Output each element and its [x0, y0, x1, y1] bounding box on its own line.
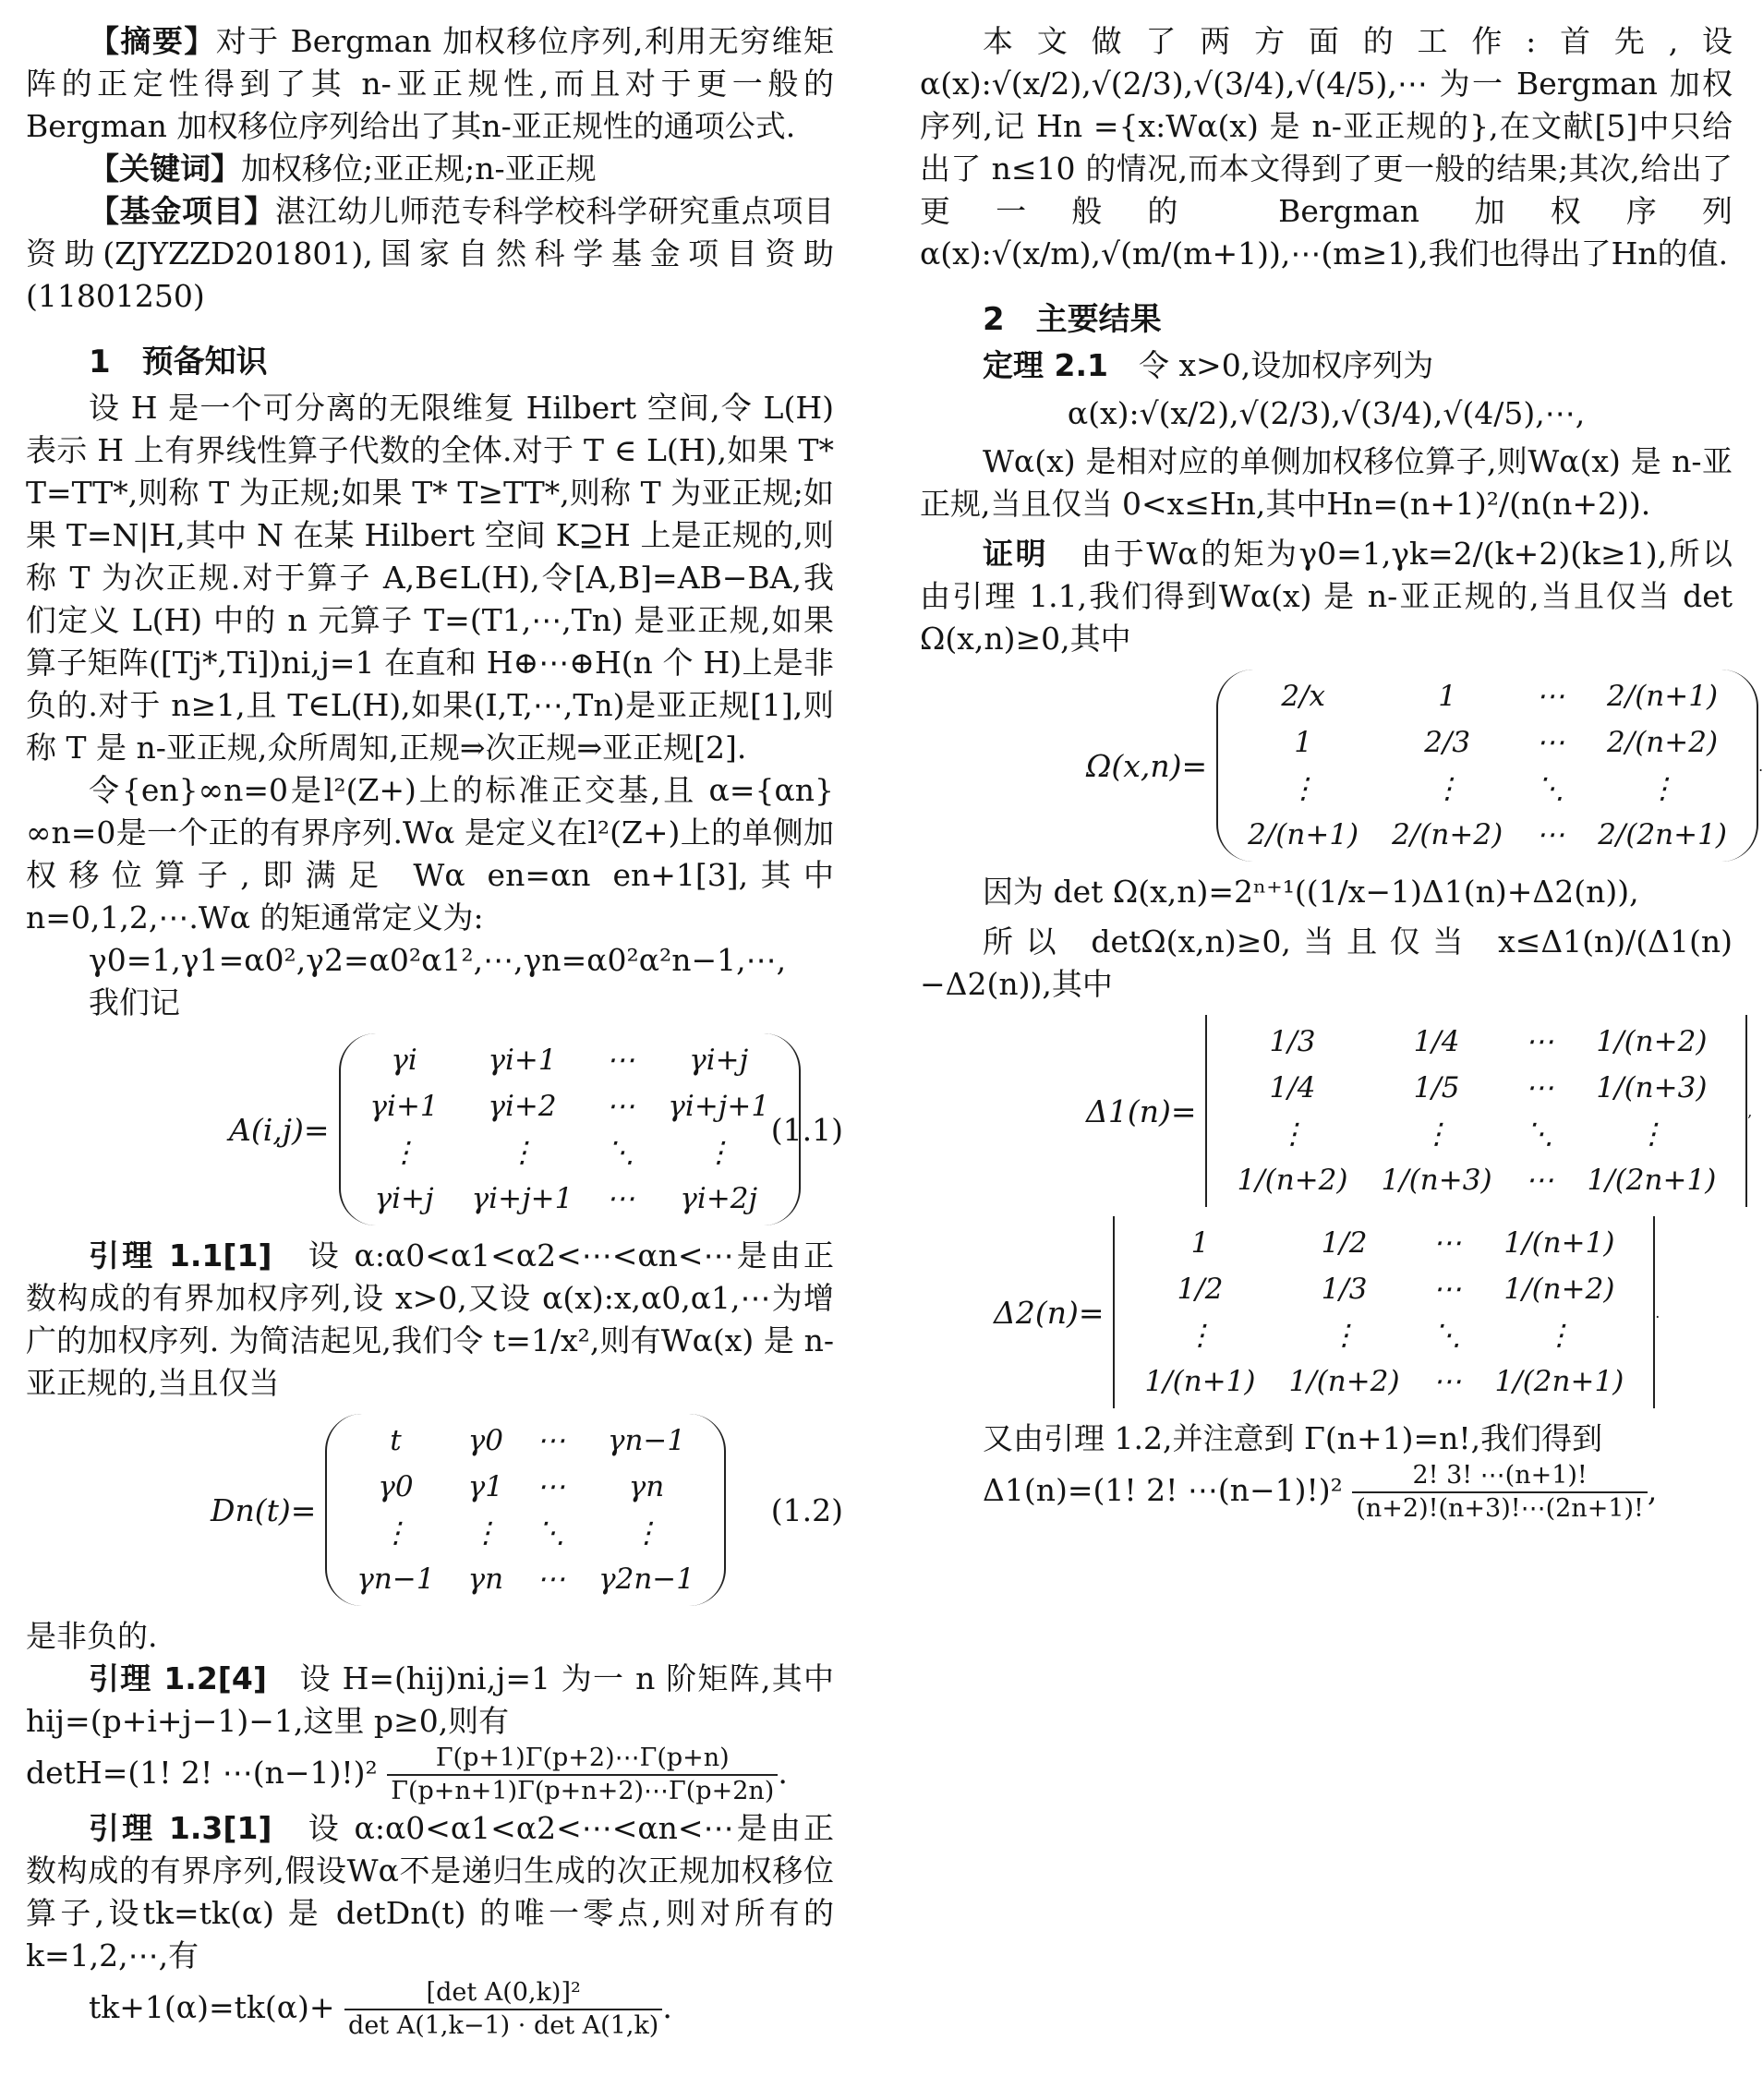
- delta2-cell: 1/(2n+1): [1494, 1365, 1624, 1398]
- delta1-row: [1220, 1065, 1733, 1111]
- eq12-row: [340, 1510, 711, 1556]
- delta1-cell: 1/4: [1413, 1025, 1460, 1058]
- delta2-cell: 1/(n+2): [1288, 1365, 1400, 1398]
- delta2-table: [1128, 1220, 1640, 1405]
- omega-cell: 2/(n+2): [1392, 818, 1503, 851]
- omega-cell: ⋯: [1536, 818, 1565, 851]
- delta2-determinant: [1113, 1216, 1655, 1408]
- eq11-cell: ⋯: [606, 1044, 635, 1077]
- eq11-cell: ⋮: [390, 1136, 419, 1169]
- omega-cell: 2/(n+2): [1607, 726, 1719, 759]
- delta1-cell: 1/3: [1269, 1025, 1316, 1058]
- eq12-cell: t: [390, 1424, 402, 1457]
- equation-1-1: [229, 1033, 843, 1225]
- lemma13-formula-left: tk+1(α)=tk(α)+: [89, 1989, 335, 2025]
- delta2-cell: ⋯: [1432, 1226, 1462, 1260]
- eq12-cell: γn: [628, 1470, 665, 1503]
- eq12-cell: γ2n−1: [598, 1563, 694, 1596]
- eq11-table: [354, 1037, 787, 1222]
- final-formula: Δ1(n)=(1! 2! ⋯(n−1)!)² $\frac{2! 3! \cdots(n+1)!}{(n+2)!(n+3)!\cdots(2n+1)!}$ ,: [983, 1461, 1658, 1523]
- eq12-matrix: [325, 1414, 726, 1606]
- omega-label: Ω(x,n)=: [1086, 747, 1208, 784]
- eq11-cell: ⋯: [606, 1182, 635, 1215]
- delta1-table: [1220, 1019, 1733, 1203]
- eq12-cell: γn−1: [356, 1563, 435, 1596]
- delta2-cell: 1/3: [1321, 1273, 1368, 1306]
- delta2-cell: ⋮: [1544, 1319, 1574, 1352]
- eq11-cell: γi+j+1: [668, 1090, 770, 1123]
- omega-matrix: [1216, 670, 1758, 862]
- delta1-row: [1220, 1157, 1733, 1203]
- lemma12-formula: detH=(1! 2! ⋯(n−1)!)² $\frac{\Gamma(p+1)\Gamma(p+2)\cdots\Gamma(p+n)}{\Gamma(p+n+1)\Gamma(p+n+2)\cdots\Gamma(p+2n)}$ .: [26, 1744, 788, 1805]
- delta2-cell: 1/(n+1): [1144, 1365, 1256, 1398]
- delta2-cell: ⋱: [1432, 1319, 1462, 1352]
- because-line: 因为 det Ω(x,n)=2ⁿ⁺¹((1/x−1)Δ1(n)+Δ2(n)),: [983, 874, 1639, 910]
- so-line: 所以 detΩ(x,n)≥0,当且仅当 x≤Δ1(n)/(Δ1(n)−Δ2(n)),其中: [920, 923, 1733, 1002]
- lemma13-title: 引理 1.3[1]: [89, 1810, 272, 1846]
- eq12-cell: γn−1: [607, 1424, 686, 1457]
- omega-matrix-equation: Ω(x,n)= 2/x 1 ⋯ 2/(n+1) 1 2/3 ⋯ 2/(n+2) ⋮ ⋮ ⋱ ⋮ 2/(n+1) 2/(n+2) ⋯ 2/(2n+1) .: [1086, 670, 1733, 862]
- eq12-cell: ⋮: [471, 1516, 501, 1550]
- thm21-title: 定理 2.1: [983, 347, 1108, 383]
- proof-title: 证明: [983, 536, 1048, 572]
- delta2-row: [1128, 1266, 1640, 1312]
- delta1-cell: ⋱: [1525, 1117, 1554, 1151]
- right-column: [920, 20, 1763, 1525]
- eq12-cell: γ1: [467, 1470, 503, 1503]
- lemma12-fraction: [387, 1743, 778, 1807]
- eq11-cell: ⋮: [704, 1136, 733, 1169]
- eq12-label: Dn(t)=: [211, 1491, 317, 1528]
- omega-cell: ⋯: [1536, 726, 1565, 759]
- thm21-text: 令 x>0,设加权序列为: [1138, 347, 1434, 383]
- delta1-cell: 1/(2n+1): [1587, 1164, 1717, 1197]
- abstract: [26, 20, 834, 148]
- left-column: [26, 20, 843, 2042]
- final-num: 2! 3! ⋯(n+1)!: [1352, 1460, 1648, 1493]
- eq12-table: [340, 1418, 711, 1602]
- lemma-1-2: [26, 1658, 834, 1743]
- eq11-cell: ⋮: [508, 1136, 537, 1169]
- delta2-label: Δ2(n)=: [994, 1294, 1105, 1331]
- eq11-tag: (1.1): [770, 1111, 843, 1148]
- eq11-cell: γi+j+1: [471, 1182, 574, 1215]
- delta1-cell: 1/(n+2): [1596, 1025, 1708, 1058]
- theorem-2-1: [920, 344, 1733, 387]
- lemma12-text: 设 H=(hij)ni,j=1 为一 n 阶矩阵,其中hij=(p+i+j−1)−1,这里 p≥0,则有: [26, 1660, 835, 1739]
- lemma12-den: Γ(p+n+1)Γ(p+n+2)⋯Γ(p+2n): [391, 1777, 775, 1805]
- lemma13-num: [det A(0,k)]²: [344, 1977, 662, 2010]
- nonnegative-text: 是非负的.: [26, 1618, 158, 1654]
- eq11-row: [354, 1037, 787, 1083]
- lemma12-title: 引理 1.2[4]: [89, 1660, 267, 1696]
- omega-table: [1231, 673, 1744, 858]
- delta1-cell: ⋮: [1278, 1117, 1307, 1151]
- eq12-row: [340, 1418, 711, 1464]
- delta2-cell: 1: [1190, 1226, 1210, 1260]
- omega-cell: 2/(2n+1): [1598, 818, 1727, 851]
- omega-cell: ⋮: [1648, 772, 1677, 805]
- eq12-tag: (1.2): [770, 1491, 843, 1528]
- delta1-cell: ⋯: [1525, 1071, 1554, 1104]
- omega-cell: 2/3: [1424, 726, 1471, 759]
- keywords-text: 加权移位;亚正规;n-亚正规: [241, 151, 597, 187]
- omega-cell: 2/(n+1): [1607, 680, 1719, 713]
- final-left: Δ1(n)=(1! 2! ⋯(n−1)!)²: [983, 1472, 1343, 1508]
- delta2-row: [1128, 1358, 1640, 1405]
- omega-row: [1231, 673, 1744, 719]
- delta1-cell: 1/5: [1413, 1071, 1460, 1104]
- delta1-label: Δ1(n)=: [1086, 1092, 1197, 1129]
- eq11-cell: γi+2: [488, 1090, 557, 1123]
- lemma13-text: 设 α:α0<α1<α2<⋯<αn<⋯是由正数构成的有界序列,假设Wα不是递归生成的次正规加权移位算子,设tk=tk(α) 是 detDn(t) 的唯一零点,则对所有的 k=1,2,⋯,有: [26, 1810, 835, 1973]
- fund-text: 湛江幼儿师范专科学校科学研究重点项目资助(ZJYZZD201801),国家自然科学基金项目资助(11801250): [26, 193, 835, 314]
- delta1-cell: ⋯: [1525, 1164, 1554, 1197]
- final-den: (n+2)!(n+3)!⋯(2n+1)!: [1356, 1494, 1644, 1523]
- eq11-cell: γi+1: [488, 1044, 557, 1077]
- eq12-cell: ⋱: [537, 1516, 566, 1550]
- eq11-cell: γi+1: [369, 1090, 439, 1123]
- delta2-cell: ⋯: [1432, 1273, 1462, 1306]
- delta1-cell: 1/4: [1269, 1071, 1316, 1104]
- delta1-cell: 1/(n+3): [1381, 1164, 1492, 1197]
- thm21-text-2: Wα(x) 是相对应的单侧加权移位算子,则Wα(x) 是 n-亚正规,当且仅当 0<x≤Hn,其中Hn=(n+1)²/(n(n+2)).: [920, 443, 1733, 522]
- delta1-determinant: [1205, 1015, 1747, 1207]
- eq12-cell: γ0: [378, 1470, 414, 1503]
- delta2-cell: 1/(n+1): [1503, 1226, 1615, 1260]
- omega-cell: ⋱: [1536, 772, 1565, 805]
- delta2-row: [1128, 1312, 1640, 1358]
- keywords: [26, 148, 834, 190]
- delta1-cell: ⋯: [1525, 1025, 1554, 1058]
- eq11-label: A(i,j)=: [229, 1111, 330, 1148]
- lemma13-den: det A(1,k−1) · det A(1,k): [348, 2011, 659, 2040]
- eq11-cell: γi+j: [689, 1044, 749, 1077]
- delta2-equation: Δ2(n)= 1 1/2 ⋯ 1/(n+1) 1/2 1/3 ⋯ 1/(n+2) ⋮ ⋮ ⋱ ⋮ 1/(n+1) 1/(n+2) ⋯ 1/(2n+1) .: [994, 1216, 1733, 1408]
- lemma11-title: 引理 1.1[1]: [89, 1237, 272, 1273]
- delta1-row: [1220, 1111, 1733, 1157]
- fund-label: 【基金项目】: [89, 193, 275, 229]
- section-1-title: 1 预备知识: [89, 344, 268, 380]
- abstract-text: 对于 Bergman 加权移位序列,利用无穷维矩阵的正定性得到了其 n-亚正规性,而且对于更一般的 Bergman 加权移位序列给出了其n-亚正规性的通项公式.: [26, 23, 835, 144]
- eq11-row: [354, 1176, 787, 1222]
- delta2-cell: ⋮: [1186, 1319, 1214, 1352]
- omega-cell: ⋮: [1432, 772, 1462, 805]
- delta2-cell: 1/2: [1177, 1273, 1224, 1306]
- eq12-cell: ⋮: [632, 1516, 661, 1550]
- delta2-cell: 1/(n+2): [1503, 1273, 1615, 1306]
- delta1-cell: 1/(n+3): [1596, 1071, 1708, 1104]
- section-1-paragraph-2: 令{en}∞n=0是l²(Z+)上的标准正交基,且 α={αn}∞n=0是一个正的有界序列.Wα 是定义在l²(Z+)上的单侧加权移位算子,即满足 Wα en=αn en+1[3],其中 n=0,1,2,⋯.Wα 的矩通常定义为:: [26, 772, 834, 935]
- abstract-label: 【摘要】: [89, 23, 216, 59]
- eq11-cell: ⋱: [606, 1136, 635, 1169]
- lemma12-num: Γ(p+1)Γ(p+2)⋯Γ(p+n): [387, 1743, 778, 1776]
- delta2-cell: 1/2: [1321, 1226, 1368, 1260]
- eq12-cell: ⋯: [537, 1470, 566, 1503]
- again-line: 又由引理 1.2,并注意到 Γ(n+1)=n!,我们得到: [983, 1420, 1603, 1456]
- omega-cell: 1: [1294, 726, 1312, 759]
- lemma13-fraction: [344, 1977, 662, 2042]
- omega-cell: 2/(n+1): [1248, 818, 1359, 851]
- eq11-row: [354, 1129, 787, 1176]
- eq11-cell: γi: [391, 1044, 417, 1077]
- delta2-cell: ⋯: [1432, 1365, 1462, 1398]
- omega-cell: 2/x: [1281, 680, 1325, 713]
- omega-row: [1231, 766, 1744, 812]
- eq11-cell: γi+j: [374, 1182, 434, 1215]
- lemma12-formula-left: detH=(1! 2! ⋯(n−1)!)²: [26, 1755, 378, 1791]
- omega-cell: 1: [1438, 680, 1457, 713]
- delta1-row: [1220, 1019, 1733, 1065]
- eq11-cell: ⋯: [606, 1090, 635, 1123]
- eq11-row: [354, 1083, 787, 1129]
- delta1-cell: ⋮: [1636, 1117, 1666, 1151]
- final-fraction: [1352, 1460, 1648, 1525]
- proof-text: 由于Wα的矩为γ0=1,γk=2/(k+2)(k≥1),所以由引理 1.1,我们得到Wα(x) 是 n-亚正规的,当且仅当 det Ω(x,n)≥0,其中: [920, 536, 1733, 657]
- section-2-title: 2 主要结果: [983, 301, 1162, 338]
- proof: [920, 533, 1733, 660]
- delta1-equation: Δ1(n)= 1/3 1/4 ⋯ 1/(n+2) 1/4 1/5 ⋯ 1/(n+3) ⋮ ⋮ ⋱ ⋮ 1/(n+2) 1/(n+3) ⋯ 1/(2n+1) ,: [1086, 1015, 1733, 1207]
- lemma-1-3: [26, 1807, 834, 1977]
- eq11-matrix: [339, 1033, 802, 1225]
- delta2-cell: ⋮: [1330, 1319, 1359, 1352]
- omega-row: [1231, 812, 1744, 858]
- equation-1-2: [211, 1414, 843, 1606]
- eq12-cell: γ0: [467, 1424, 503, 1457]
- eq11-cell: γi+2j: [680, 1182, 758, 1215]
- omega-cell: ⋯: [1536, 680, 1565, 713]
- keywords-label: 【关键词】: [89, 151, 241, 187]
- delta1-cell: 1/(n+2): [1237, 1164, 1348, 1197]
- eq12-row: [340, 1556, 711, 1602]
- omega-cell: ⋮: [1288, 772, 1318, 805]
- eq12-row: [340, 1464, 711, 1510]
- section-1-paragraph-1: 设 H 是一个可分离的无限维复 Hilbert 空间,令 L(H) 表示 H 上有界线性算子代数的全体.对于 T ∈ L(H),如果 T* T=TT*,则称 T 为正规;如果 T* T≥TT*,则称 T 为亚正规;如果 T=N|H,其中 N 在某 Hilbert 空间 K⊇H 上是正规的,则称 T 为次正规.对于算子 A,B∈L(H),令[A,B]=AB−BA,我们定义 L(H) 中的 n 元算子 T=(T1,⋯,Tn) 是亚正规,如果算子矩阵([Tj*,Ti])ni,j=1 在直和 H⊕⋯⊕H(n 个 H)上是非负的.对于 n≥1,且 T∈L(H),如果(I,T,⋯,Tn)是亚正规[1],则称 T 是 n-亚正规,众所周知,正规⇒次正规⇒亚正规[2].: [26, 390, 834, 766]
- delta2-row: [1128, 1220, 1640, 1266]
- omega-row: [1231, 719, 1744, 766]
- thm21-sequence: α(x):√(x/2),√(2/3),√(3/4),√(4/5),⋯,: [1067, 395, 1586, 431]
- lemma-1-1: [26, 1235, 834, 1405]
- delta1-cell: ⋮: [1422, 1117, 1452, 1151]
- eq12-cell: ⋮: [380, 1516, 410, 1550]
- moments-formula: γ0=1,γ1=α0²,γ2=α0²α1²,⋯,γn=α0²α²n−1,⋯,: [89, 942, 787, 978]
- lemma11-text: 设 α:α0<α1<α2<⋯<αn<⋯是由正数构成的有界加权序列,设 x>0,又设 α(x):x,α0,α1,⋯为增广的加权序列. 为简洁起见,我们令 t=1/x²,则有Wα(x) 是 n-亚正规的,当且仅当: [26, 1237, 835, 1401]
- fund: [26, 190, 834, 318]
- lemma13-formula: tk+1(α)=tk(α)+ [det A(0,k)]² det A(1,k−1) · det A(1,k) .: [89, 1978, 672, 2040]
- eq12-cell: γn: [467, 1563, 504, 1596]
- we-note: 我们记: [89, 984, 180, 1020]
- eq12-cell: ⋯: [537, 1563, 566, 1596]
- eq12-cell: ⋯: [537, 1424, 566, 1457]
- intro-paragraph: 本文做了两方面的工作:首先,设 α(x):√(x/2),√(2/3),√(3/4),√(4/5),⋯ 为一 Bergman 加权序列,记 Hn ={x:Wα(x) 是 n-亚正规的},在文献[5]中只给出了 n≤10 的情况,而本文得到了更一般的结果;其次,给出了更一般的 Bergman 加权序列 α(x):√(x/m),√(m/(m+1)),⋯(m≥1),我们也得出了Hn的值.: [920, 23, 1733, 272]
